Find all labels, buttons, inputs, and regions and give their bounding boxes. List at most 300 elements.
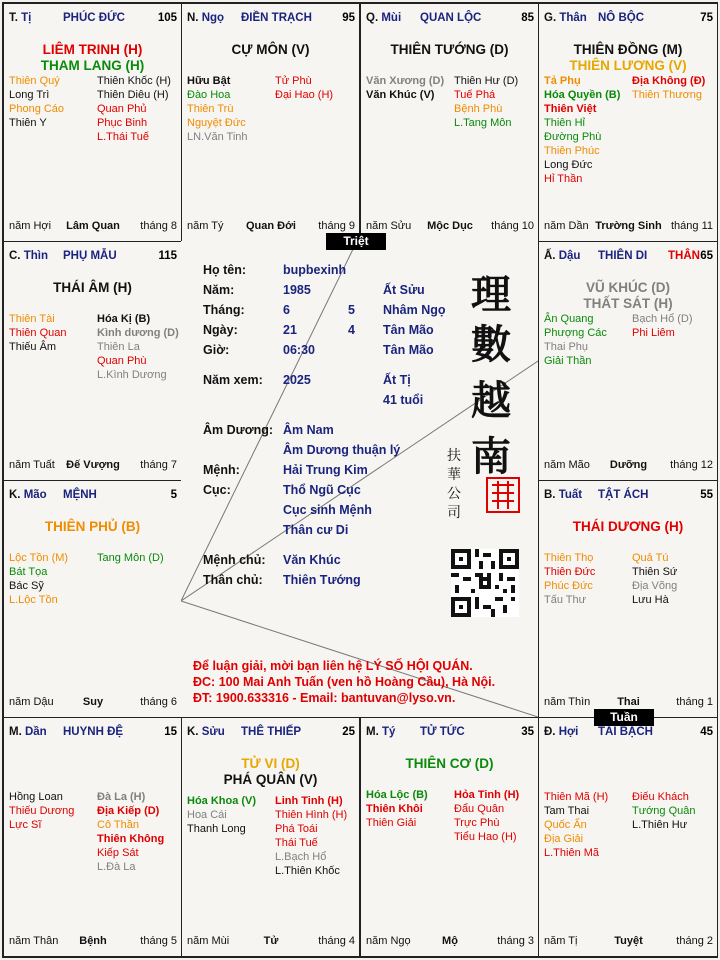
minor-star: Hỏa Tinh (H) [454, 789, 520, 801]
menh-label: Mệnh: [203, 463, 240, 477]
minor-star: Lực Sĩ [9, 819, 42, 831]
month-can: Nhâm Ngọ [383, 303, 446, 317]
minor-star: Thiên Việt [544, 103, 597, 115]
minor-star: Quan Phù [97, 355, 147, 367]
palace-number: 85 [521, 12, 534, 24]
palace-header [187, 726, 355, 740]
main-star: THIÊN LƯƠNG (V) [569, 58, 687, 73]
palace-number: 55 [700, 489, 713, 501]
minor-stars-right [632, 551, 677, 607]
minor-stars-right [632, 790, 696, 832]
footer-year: năm Tuất [9, 459, 55, 471]
palace-name: TỬ TỨC [420, 726, 465, 738]
minor-star: Đại Hao (H) [275, 89, 334, 101]
minor-star: Quan Phủ [97, 103, 147, 115]
cuc-label: Cục: [203, 483, 231, 497]
minor-star: Thiên Khôi [366, 803, 423, 815]
view-year-value: 2025 [283, 373, 311, 387]
palace-number: 25 [342, 726, 355, 738]
minor-star: Thiên Quý [9, 75, 60, 87]
branch-code: K. [187, 726, 199, 738]
branch-code: N. [187, 12, 199, 24]
minor-star: Thiếu Âm [9, 341, 57, 353]
minor-star: Thiên Giải [366, 817, 417, 829]
credit-line-3: ĐT: 1900.633316 - Email: bantuvan@lyso.vn. [193, 691, 456, 705]
month-label: Tháng: [203, 303, 245, 317]
minor-star: Tướng Quân [632, 805, 696, 817]
palace-name: TẬT ÁCH [598, 489, 649, 501]
minor-stars-left [9, 312, 66, 354]
name-label: Họ tên: [203, 263, 247, 277]
branch-code: C. [9, 250, 21, 262]
main-star: THẤT SÁT (H) [583, 296, 673, 311]
palace-footer [366, 220, 534, 234]
minor-stars-left [366, 74, 444, 102]
credit-line-1: Để luận giải, mời bạn liên hệ LÝ SỐ HỘI QUÁN. [193, 659, 473, 673]
year-can: Ất Sửu [383, 283, 425, 297]
minor-stars-left [544, 74, 620, 186]
minor-star: Lộc Tồn (M) [9, 552, 69, 564]
minor-stars-left [544, 312, 607, 368]
minor-star: Phong Cáo [9, 103, 65, 115]
footer-year: năm Sửu [366, 220, 412, 232]
tuan-badge: Tuần [594, 709, 654, 726]
footer-stage: Trường Sinh [595, 220, 662, 232]
minor-star: L.Thiên Khốc [275, 865, 340, 877]
amduong-label: Âm Dương: [203, 423, 274, 437]
minor-star: Phượng Các [544, 327, 607, 339]
footer-month: tháng 1 [676, 696, 713, 708]
view-year-can: Ất Tị [383, 373, 411, 387]
minor-star: Hóa Kị (B) [97, 313, 151, 325]
minor-star: Bệnh Phù [454, 103, 503, 115]
branch-code: Đ. [544, 726, 556, 738]
minor-star: Kiếp Sát [97, 847, 139, 859]
minor-star: Hóa Khoa (V) [187, 795, 257, 807]
palace-footer [9, 459, 177, 473]
qr-code-icon [451, 549, 519, 617]
footer-year: năm Mão [544, 459, 590, 471]
palace-header [366, 12, 534, 26]
palace-name: MỆNH [63, 489, 97, 501]
minor-star: Tam Thai [544, 805, 590, 817]
palace-cell-than[interactable] [538, 3, 718, 242]
minor-star: Hóa Quyền (B) [544, 89, 621, 101]
footer-stage: Mộc Dục [427, 220, 473, 232]
main-stars [539, 42, 717, 74]
center-info-panel [181, 241, 538, 717]
minor-stars-left [544, 551, 595, 607]
minor-star: Tuế Phá [454, 89, 496, 101]
minor-stars-left [544, 790, 608, 860]
footer-stage: Lâm Quan [66, 220, 120, 232]
calligraphy-char-4: 南 [471, 433, 511, 480]
palace-header [9, 250, 177, 264]
palace-branch [544, 489, 582, 501]
minor-star: Nguyệt Đức [187, 117, 246, 129]
branch-name: Dần [24, 726, 47, 738]
footer-stage: Tử [263, 935, 279, 947]
minor-star: Địa Không (Đ) [632, 75, 706, 87]
main-star: THÁI DƯƠNG (H) [572, 519, 684, 534]
minor-star: Hóa Lộc (B) [366, 789, 428, 801]
minor-stars-right [275, 74, 333, 102]
minor-star: Hoa Cái [187, 809, 227, 821]
palace-footer [187, 935, 355, 949]
minor-star: Phi Liêm [632, 327, 675, 339]
branch-code: M. [366, 726, 379, 738]
branch-name: Mão [23, 489, 47, 501]
minor-star: Tang Môn (D) [97, 552, 164, 564]
branch-code: K. [9, 489, 21, 501]
palace-footer [544, 696, 713, 710]
minor-star: Tiểu Hao (H) [454, 831, 517, 843]
minor-stars-right [275, 794, 347, 878]
minor-star: Thiên Diêu (H) [97, 89, 169, 101]
credit-line-2: ĐC: 100 Mai Anh Tuấn (ven hồ Hoàng Cầu), Hà Nội. [193, 675, 496, 689]
palace-number: 65 [700, 250, 713, 262]
branch-name: Tý [381, 726, 396, 738]
minor-star: Ân Quang [544, 313, 594, 325]
palace-header [9, 726, 177, 740]
footer-stage: Suy [82, 696, 104, 708]
minor-star: Bạch Hổ (D) [632, 313, 693, 325]
amduong-detail: Âm Dương thuận lý [283, 443, 401, 457]
footer-stage: Tuyệt [614, 935, 643, 947]
minor-star: Bát Tọa [9, 566, 48, 578]
main-star: THIÊN CƠ (D) [405, 756, 494, 771]
minor-stars-left [9, 790, 74, 832]
minor-stars-right [97, 312, 179, 382]
minor-star: Long Đức [544, 159, 593, 171]
palace-branch [366, 12, 401, 24]
palace-cell-ty2[interactable] [360, 717, 539, 957]
footer-year: năm Thân [9, 935, 59, 947]
minor-stars-right [632, 312, 693, 340]
footer-month: tháng 10 [491, 220, 534, 232]
palace-branch [9, 726, 47, 738]
palace-number: 105 [157, 12, 177, 24]
minor-star: Thiên Hỉ [544, 117, 585, 129]
palace-name: ĐIỀN TRẠCH [241, 12, 312, 24]
menhchu-label: Mệnh chủ: [203, 553, 266, 567]
palace-branch [187, 12, 224, 24]
palace-branch [544, 12, 587, 24]
palace-name: HUYNH ĐỆ [63, 726, 124, 738]
footer-year: năm Thìn [544, 696, 591, 708]
minor-star: Tả Phụ [544, 75, 581, 87]
palace-footer [187, 220, 355, 234]
palace-cell-ty[interactable] [3, 3, 182, 242]
footer-year: năm Dần [544, 220, 589, 232]
calligraphy-char-2: 數 [471, 321, 511, 368]
footer-stage: Thai [617, 696, 640, 708]
seal-small-text [447, 447, 463, 523]
palace-header [544, 12, 713, 26]
main-star: LIÊM TRINH (H) [42, 42, 143, 57]
palace-number: 35 [521, 726, 534, 738]
palace-number: 115 [158, 250, 177, 262]
main-stars [361, 756, 538, 772]
minor-star: Cô Thần [97, 819, 139, 831]
hour-value: 06:30 [283, 343, 315, 357]
palace-number: 95 [342, 12, 355, 24]
year-label: Năm: [203, 283, 235, 297]
minor-star: Tấu Thư [544, 594, 587, 606]
minor-star: LN.Văn Tinh [187, 131, 248, 143]
amduong-value: Âm Nam [283, 423, 334, 437]
minor-star: Thiên Hư (D) [454, 75, 519, 87]
palace-name: QUAN LỘC [420, 12, 482, 24]
minor-star: Văn Khúc (V) [366, 89, 435, 101]
seal-char-3: 公 [447, 486, 461, 502]
minor-star: Hỉ Thần [544, 173, 583, 185]
minor-star: Thiên Sứ [632, 566, 678, 578]
view-year-label: Năm xem: [203, 373, 263, 387]
minor-star: Phúc Đức [544, 580, 593, 592]
minor-star: L.Đà La [97, 861, 136, 873]
footer-month: tháng 12 [670, 459, 713, 471]
branch-name: Ngọ [201, 12, 225, 24]
day-lunar: 4 [348, 323, 355, 337]
minor-star: Thai Phụ [544, 341, 589, 353]
red-seal-icon [486, 477, 520, 513]
palace-cell-mao[interactable] [3, 480, 182, 718]
palace-cell-ngo[interactable] [181, 3, 360, 242]
main-star: THÁI ÂM (H) [53, 280, 132, 295]
main-stars [182, 756, 359, 788]
branch-code: Ấ. [544, 250, 556, 262]
footer-month: tháng 2 [676, 935, 713, 947]
minor-star: Lưu Hà [632, 594, 669, 606]
branch-name: Sửu [201, 726, 225, 738]
minor-star: Địa Kiếp (D) [97, 805, 160, 817]
footer-month: tháng 5 [140, 935, 177, 947]
branch-code: Q. [366, 12, 379, 24]
branch-name: Tị [21, 12, 32, 24]
minor-star: Giải Thần [544, 355, 592, 367]
minor-star: Thiên La [97, 341, 140, 353]
main-stars [361, 42, 538, 58]
minor-star: Thiên Phúc [544, 145, 600, 157]
branch-code: T. [9, 12, 18, 24]
palace-header [187, 12, 355, 26]
minor-star: Thiên Khốc (H) [97, 75, 171, 87]
month-lunar: 5 [348, 303, 355, 317]
footer-year: năm Hợi [9, 220, 52, 232]
minor-star: L.Tang Môn [454, 117, 512, 129]
minor-stars-right [97, 551, 164, 565]
palace-name: THÊ THIẾP [241, 726, 302, 738]
minor-stars-left [9, 74, 64, 130]
main-stars [539, 519, 717, 535]
age-value: 41 tuổi [383, 393, 424, 407]
branch-code: G. [544, 12, 557, 24]
month-value: 6 [283, 303, 290, 317]
palace-cell-dau[interactable] [538, 241, 718, 481]
minor-star: Thiên Y [9, 117, 47, 129]
palace-footer [9, 220, 177, 234]
hour-can: Tân Mão [383, 343, 434, 357]
minor-star: Đẩu Quân [454, 803, 505, 815]
calligraphy-char-1: 理 [471, 271, 511, 318]
minor-star: Địa Giải [544, 833, 584, 845]
minor-star: Thiên Trù [187, 103, 234, 115]
footer-month: tháng 11 [670, 220, 713, 232]
minor-star: Thiên Hình (H) [275, 809, 348, 821]
palace-branch [9, 489, 47, 501]
palace-number: 45 [700, 726, 713, 738]
minor-star: L.Thiên Mã [544, 847, 600, 859]
minor-star: Thiên Mã (H) [544, 791, 609, 803]
minor-star: Phục Binh [97, 117, 148, 129]
palace-footer [9, 696, 177, 710]
minor-star: Hồng Loan [9, 791, 63, 803]
branch-name: Hợi [558, 726, 579, 738]
footer-year: năm Ngọ [366, 935, 411, 947]
than-position: Thân cư Di [283, 523, 349, 537]
seal-char-1: 扶 [447, 448, 461, 464]
palace-number: 75 [700, 12, 713, 24]
palace-footer [9, 935, 177, 949]
footer-stage: Đế Vượng [66, 459, 120, 471]
main-stars [4, 42, 181, 74]
palace-cell-hoi[interactable] [538, 717, 718, 957]
minor-star: Thiên Thương [632, 89, 703, 101]
main-stars [539, 280, 717, 312]
minor-stars-right [97, 790, 164, 874]
minor-star: L.Lộc Tồn [9, 594, 58, 606]
minor-star: Bác Sỹ [9, 580, 44, 592]
year-value: 1985 [283, 283, 311, 297]
day-value: 21 [283, 323, 297, 337]
palace-branch [9, 12, 31, 24]
minor-star: L.Thiên Hư [632, 819, 688, 831]
footer-stage: Dưỡng [609, 459, 648, 471]
minor-star: Thiên Không [97, 833, 165, 845]
minor-star: L.Kình Dương [97, 369, 167, 381]
palace-header [366, 726, 534, 740]
cuc-value: Thổ Ngũ Cục [283, 483, 361, 497]
palace-footer [544, 935, 713, 949]
palace-footer [544, 459, 713, 473]
main-stars [182, 42, 359, 58]
footer-year: năm Tị [544, 935, 578, 947]
palace-branch [187, 726, 225, 738]
palace-branch [366, 726, 395, 738]
branch-name: Thân [559, 12, 587, 24]
day-label: Ngày: [203, 323, 238, 337]
palace-cell-tuat[interactable] [538, 480, 718, 718]
menhchu-value: Văn Khúc [283, 553, 341, 567]
main-stars [4, 519, 181, 535]
palace-name: TÀI BẠCH [598, 726, 653, 738]
main-star: CỰ MÔN (V) [231, 42, 310, 57]
palace-footer [544, 220, 713, 234]
minor-star: Điếu Khách [632, 791, 689, 803]
palace-name: PHÚC ĐỨC [63, 12, 125, 24]
minor-star: Trực Phù [454, 817, 500, 829]
minor-star: L.Bạch Hổ [275, 851, 327, 863]
minor-star: Long Trì [9, 89, 50, 101]
footer-stage: Quan Đới [246, 220, 296, 232]
branch-code: B. [544, 489, 556, 501]
menh-value: Hải Trung Kim [283, 463, 368, 477]
minor-star: Đường Phù [544, 131, 602, 143]
palace-number: 15 [164, 726, 177, 738]
branch-name: Mùi [381, 12, 402, 24]
minor-star: Kình dương (D) [97, 327, 179, 339]
footer-stage: Bệnh [79, 935, 107, 947]
thanchu-label: Thân chủ: [203, 573, 263, 587]
palace-cell-mui[interactable] [360, 3, 539, 242]
palace-number: 5 [170, 489, 177, 501]
footer-month: tháng 6 [140, 696, 177, 708]
palace-cell-suu[interactable] [181, 717, 360, 957]
minor-star: Thiên Đức [544, 566, 596, 578]
minor-star: Linh Tinh (H) [275, 795, 343, 807]
seal-char-4: 司 [447, 505, 461, 521]
palace-cell-dan[interactable] [3, 717, 182, 957]
palace-cell-thin[interactable] [3, 241, 182, 481]
main-star: THIÊN TƯỚNG (D) [390, 42, 509, 57]
palace-name: THIÊN DI [598, 250, 648, 262]
minor-star: L.Thái Tuế [97, 131, 149, 143]
minor-stars-left [366, 788, 428, 830]
minor-star: Địa Võng [632, 580, 678, 592]
minor-stars-left [187, 794, 256, 836]
palace-header [9, 12, 177, 26]
minor-star: Thiên Thọ [544, 552, 594, 564]
cuc-relation: Cục sinh Mệnh [283, 503, 372, 517]
palace-header [544, 726, 713, 740]
minor-star: Thanh Long [187, 823, 246, 835]
main-star: PHÁ QUÂN (V) [223, 772, 318, 787]
branch-code: M. [9, 726, 22, 738]
minor-stars-right [97, 74, 171, 144]
minor-star: Thái Tuế [275, 837, 318, 849]
calligraphy-char-3: 越 [471, 377, 511, 424]
main-stars [4, 280, 181, 296]
palace-branch [9, 250, 48, 262]
triet-badge: Triệt [326, 233, 386, 250]
minor-stars-right [632, 74, 705, 102]
minor-star: Quốc Ấn [544, 819, 587, 831]
palace-name: NÔ BỘC [598, 12, 644, 24]
main-star: TỬ VI (D) [241, 756, 300, 771]
footer-month: tháng 4 [318, 935, 355, 947]
main-star: THIÊN ĐỒNG (M) [573, 42, 683, 57]
seal-char-2: 華 [447, 467, 461, 483]
minor-star: Thiên Quan [9, 327, 67, 339]
minor-stars-left [9, 551, 68, 607]
minor-star: Đào Hoa [187, 89, 231, 101]
minor-star: Đà La (H) [97, 791, 146, 803]
minor-star: Thiếu Dương [9, 805, 75, 817]
minor-star: Thiên Tài [9, 313, 55, 325]
minor-stars-right [454, 74, 518, 130]
footer-month: tháng 3 [497, 935, 534, 947]
footer-year: năm Tý [187, 220, 224, 232]
footer-month: tháng 8 [140, 220, 177, 232]
name-value: bupbexinh [283, 263, 347, 277]
palace-header [544, 489, 713, 503]
minor-star: Hữu Bật [187, 75, 231, 87]
footer-stage: Mộ [442, 935, 458, 947]
minor-star: Phá Toái [275, 823, 318, 835]
palace-footer [366, 935, 534, 949]
footer-year: năm Mùi [187, 935, 230, 947]
